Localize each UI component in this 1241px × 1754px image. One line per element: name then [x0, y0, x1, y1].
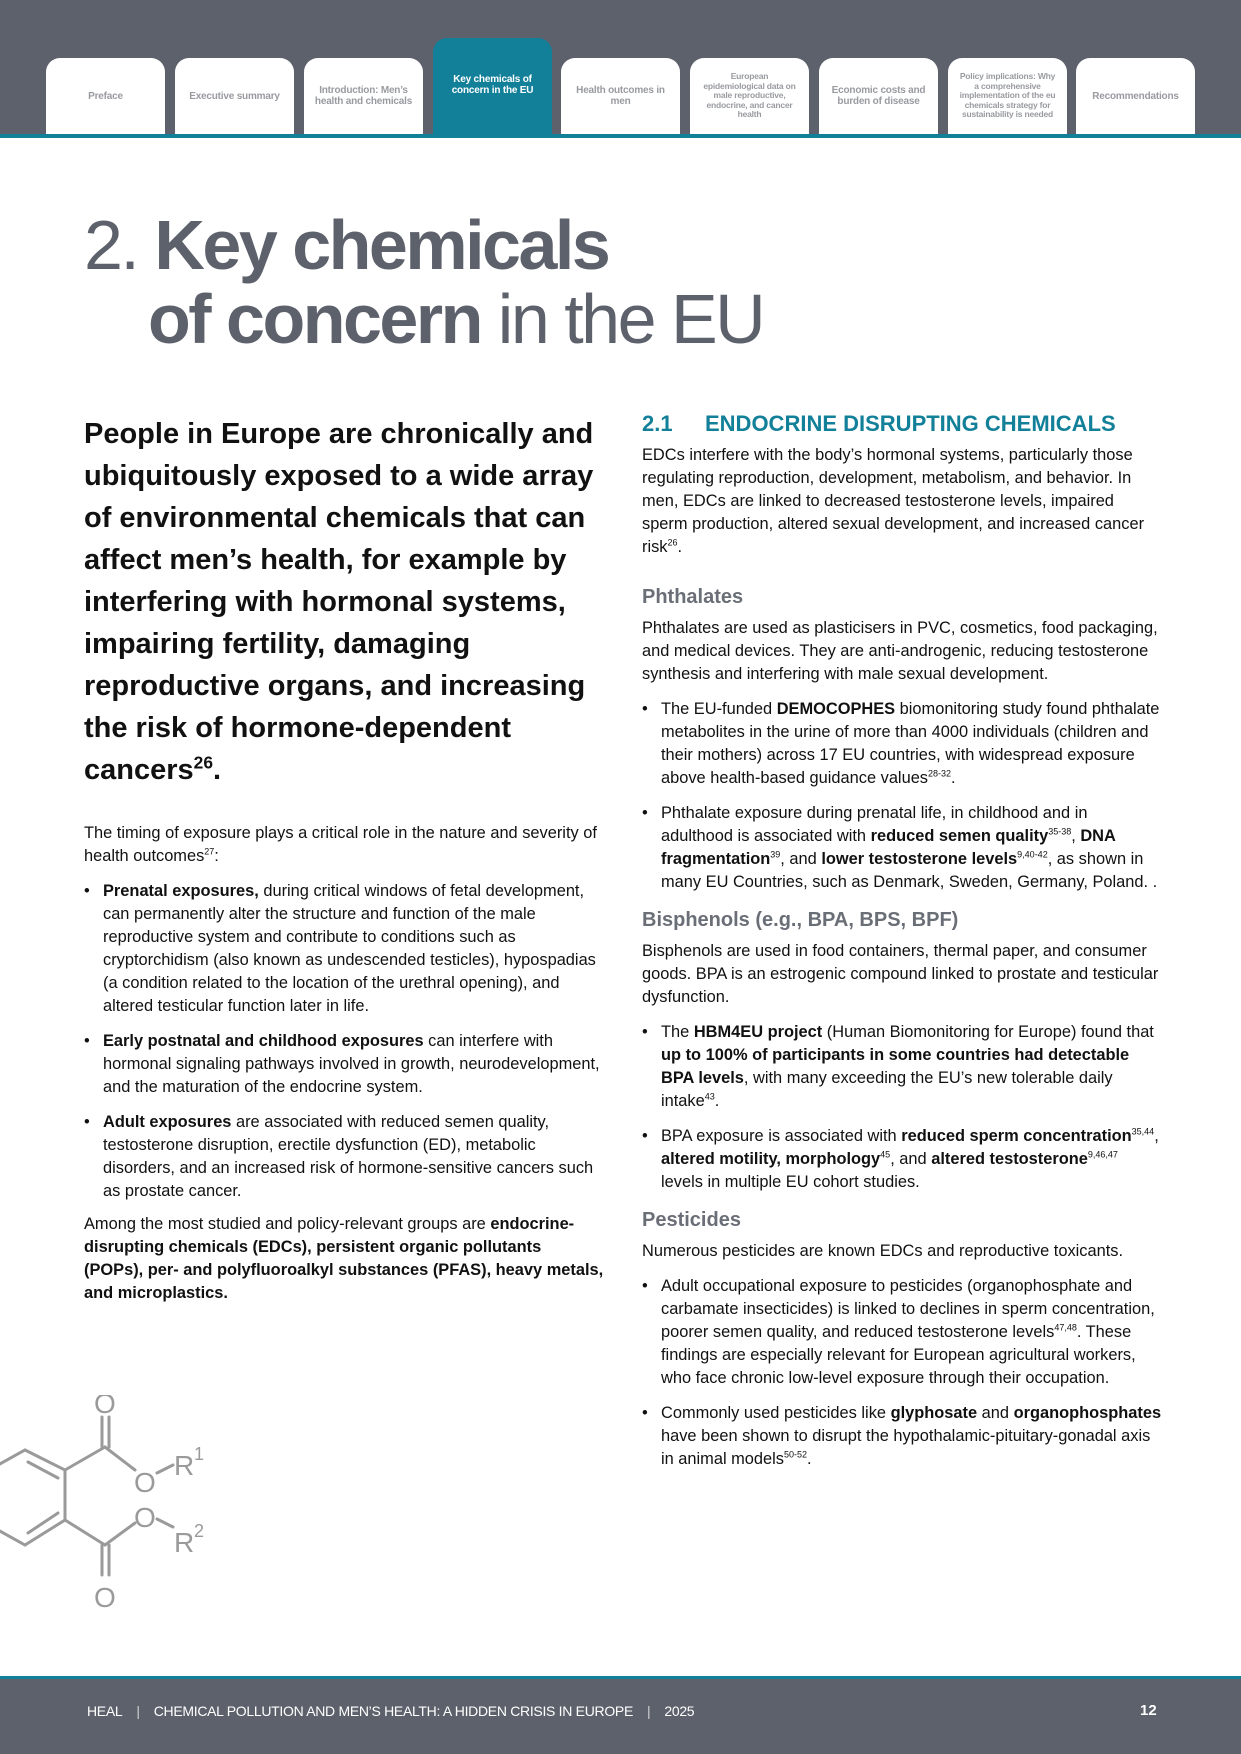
text: , with many exceeding the EU’s new tolerable daily intake [661, 1069, 1113, 1110]
section-heading [642, 408, 1162, 440]
pesticides-intro: Numerous pesticides are known EDCs and reproductive toxicants. [642, 1242, 1124, 1260]
text: . [807, 1450, 812, 1468]
title-light: in the EU [497, 280, 764, 358]
oxygen-label: O [134, 1467, 156, 1498]
lead-statement [84, 413, 604, 791]
text: , and [780, 850, 822, 868]
text: Commonly used pesticides like [661, 1404, 891, 1422]
tab-policy-implications[interactable]: Policy implications: Why a comprehensive implementation of the eu chemicals strategy for sustainability is needed [948, 58, 1067, 134]
bold-text: reduced sperm concentration [901, 1127, 1132, 1145]
tab-health-outcomes[interactable]: Health outcomes in men [561, 58, 680, 134]
bold-text: altered motility, morphology [661, 1150, 881, 1168]
footnote-ref: 26 [193, 752, 213, 773]
r2-label: R [174, 1527, 195, 1558]
bullet-text: are associated with reduced semen quality, testosterone disruption, erectile dysfunction (ED), metabolic disorders, and an increased risk of hormone-sensitive cancers such as prostate cancer. [103, 1113, 594, 1200]
text: biomonitoring study found phthalate metabolites in the urine of more than 4000 individuals (children and their mothers) across 17 EU countries, with widespread exposure above health-based guidance values [661, 700, 1160, 787]
footnote-ref: 27 [204, 846, 215, 857]
tab-recommendations[interactable]: Recommendations [1076, 58, 1195, 134]
text: , as shown in many EU Countries, such as Denmark, Sweden, Germany, Poland. . [661, 850, 1158, 891]
bullet-text: can interfere with hormonal signaling pathways involved in growth, neurodevelopment, and the maturation of the endocrine system. [103, 1032, 600, 1096]
tab-preface[interactable]: Preface [46, 58, 165, 134]
lead-end: . [213, 754, 222, 786]
oxygen-label: O [94, 1395, 116, 1419]
text: . These findings are especially relevant for European agricultural workers, who face chronic low-level exposure through their occupation. [661, 1323, 1136, 1387]
tab-introduction[interactable]: Introduction: Men’s health and chemicals [304, 58, 423, 134]
footnote-ref: 9,46,47 [1087, 1149, 1118, 1160]
groups-plain: Among the most studied and policy-relevant groups are [84, 1215, 491, 1233]
title-bold-1: Key chemicals [154, 206, 609, 284]
left-body [84, 822, 604, 1317]
footnote-ref: 28-32 [928, 768, 952, 779]
phthalates-list [642, 698, 1162, 894]
text: have been shown to disrupt the hypothalamic-pituitary-gonadal axis in animal models [661, 1427, 1151, 1468]
footer-year: 2025 [664, 1703, 695, 1719]
oxygen-label: O [134, 1502, 156, 1533]
lead-text: People in Europe are chronically and ubiquitously exposed to a wide array of environmental chemicals that can affect men’s health, for example by interfering with hormonal systems, impairing fertility, damaging reproductive organs, and increasing the risk of hormone-dependent cancers [84, 418, 594, 786]
title-line-2 [84, 282, 763, 356]
text: . [714, 1092, 720, 1110]
groups-paragraph [84, 1213, 604, 1305]
bold-text: up to 100% of participants in some countries had detectable BPA levels [661, 1046, 1130, 1087]
edc-intro: EDCs interfere with the body’s hormonal systems, particularly those regulating reproduction, development, metabolism, and behavior. In men, EDCs are linked to decreased testosterone levels, impaired sperm production, altered sexual development, and increased cancer risk$^{26}$. [642, 446, 1145, 556]
bullet-bold: Prenatal exposures, [103, 882, 259, 900]
pesticides-heading: Pesticides [642, 1209, 741, 1231]
title-bold-2: of concern [148, 280, 481, 358]
footnote-ref: 45 [880, 1149, 891, 1160]
text: Phthalate exposure during prenatal life, in childhood and in adulthood is associated with [661, 804, 1088, 845]
text: BPA exposure is associated with [661, 1127, 902, 1145]
text: and [977, 1404, 1014, 1422]
footer-text [87, 1703, 694, 1719]
title-line-1 [84, 208, 763, 282]
footer-separator: | [647, 1703, 651, 1719]
footer-report-title: CHEMICAL POLLUTION AND MEN’S HEALTH: A HIDDEN CRISIS IN EUROPE [153, 1703, 633, 1719]
tab-executive-summary[interactable]: Executive summary [175, 58, 294, 134]
bullet-bold: Early postnatal and childhood exposures [103, 1032, 424, 1050]
text: The [661, 1023, 694, 1041]
text: , [1071, 827, 1081, 845]
section-number: 2.1 [642, 411, 673, 436]
pesticides-list [642, 1275, 1162, 1471]
footnote-ref: 47,48 [1054, 1322, 1077, 1333]
text: . [951, 769, 956, 787]
r2-sup: 2 [194, 1521, 205, 1541]
bullet-text: during critical windows of fetal development, can permanently alter the structure and function of the male reproductive system and contribute to conditions such as cryptorchidism (also known as undescended testicles), hypospadias (a condition related to the location of the urethral opening), and altered testicular function later in life. [103, 882, 596, 1015]
tab-key-chemicals[interactable]: Key chemicals of concern in the EU [433, 38, 552, 136]
list-item [84, 880, 604, 1018]
bold-text: DNA fragmentation [661, 827, 1116, 868]
edc-intro-text: EDCs interfere with the body’s hormonal systems, particularly those regulating reproduction, development, metabolism, and behavior. In men, EDCs are linked to decreased testosterone levels, impaired sperm production, altered sexual development, and increased cancer risk [642, 446, 1145, 556]
section-title: ENDOCRINE DISRUPTING CHEMICALS [705, 411, 1116, 436]
text: The EU-funded [661, 700, 777, 718]
text: Adult occupational exposure to pesticides (organophosphate and carbamate insecticides) is linked to declines in sperm concentration, poorer semen quality, and reduced testosterone levels [661, 1277, 1155, 1341]
timing-intro-text: The timing of exposure plays a critical role in the nature and severity of health outcomes [84, 824, 597, 865]
footer-org: HEAL [87, 1703, 123, 1719]
bisphenols-list [642, 1021, 1162, 1194]
list-item [642, 698, 1162, 790]
groups-bold: endocrine-disrupting chemicals (EDCs), persistent organic pollutants (POPs), per- and polyfluoroalkyl substances (PFAS), heavy metals, and microplastics. [84, 1215, 604, 1302]
timing-intro-end: : [214, 847, 219, 865]
bold-text: lower testosterone levels [821, 850, 1018, 868]
bold-text: reduced semen quality [870, 827, 1049, 845]
phthalates-intro: Phthalates are used as plasticisers in PVC, cosmetics, food packaging, and medical devices. They are anti-androgenic, reducing testosterone synthesis and interfering with male sexual development. [642, 619, 1158, 683]
footnote-ref: 9,40-42 [1017, 849, 1048, 860]
footer-separator: | [136, 1703, 140, 1719]
chapter-number: 2. [84, 206, 138, 284]
text: , and [890, 1150, 932, 1168]
list-item [642, 1402, 1162, 1471]
phthalates-heading: Phthalates [642, 586, 744, 608]
page-title [84, 208, 763, 356]
page-number: 12 [1140, 1702, 1157, 1719]
bold-text: glyphosate [890, 1404, 978, 1422]
bold-text: DEMOCOPHES [776, 700, 896, 718]
r1-label: R [174, 1450, 195, 1481]
footnote-ref: 26 [667, 537, 678, 548]
list-item [642, 1275, 1162, 1390]
list-item [642, 802, 1162, 894]
list-item [84, 1111, 604, 1203]
footnote-ref: 43 [704, 1091, 715, 1102]
right-column [642, 408, 1162, 1483]
bisphenols-heading: Bisphenols (e.g., BPA, BPS, BPF) [642, 909, 959, 931]
footnote-ref: 39 [770, 849, 781, 860]
bullet-bold: Adult exposures [103, 1113, 232, 1131]
footnote-ref: 35-38 [1048, 826, 1072, 837]
timing-intro [84, 822, 604, 868]
page-footer [0, 1679, 1241, 1754]
list-item [84, 1030, 604, 1099]
footnote-ref: 35,44 [1131, 1126, 1155, 1137]
r1-sup: 1 [194, 1444, 205, 1464]
text: (Human Biomonitoring for Europe) found that [822, 1023, 1154, 1041]
bold-text: altered testosterone [931, 1150, 1088, 1168]
tab-economic-costs[interactable]: Economic costs and burden of disease [819, 58, 938, 134]
text: levels in multiple EU cohort studies. [661, 1173, 920, 1191]
list-item [642, 1021, 1162, 1113]
list-item [642, 1125, 1162, 1194]
text: , [1154, 1127, 1159, 1145]
oxygen-label: O [94, 1582, 116, 1613]
tab-european-epidemiological-data[interactable]: European epidemiological data on male reproductive, endocrine, and cancer health [690, 58, 809, 134]
phthalate-structure-diagram [0, 1395, 220, 1625]
footnote-ref: 50-52 [784, 1449, 808, 1460]
bold-text: organophosphates [1013, 1404, 1162, 1422]
exposure-list [84, 880, 604, 1203]
bold-text: HBM4EU project [693, 1023, 823, 1041]
nav-accent-line [0, 134, 1241, 138]
bisphenols-intro: Bisphenols are used in food containers, thermal paper, and consumer goods. BPA is an estrogenic compound linked to prostate and testicular dysfunction. [642, 942, 1159, 1006]
